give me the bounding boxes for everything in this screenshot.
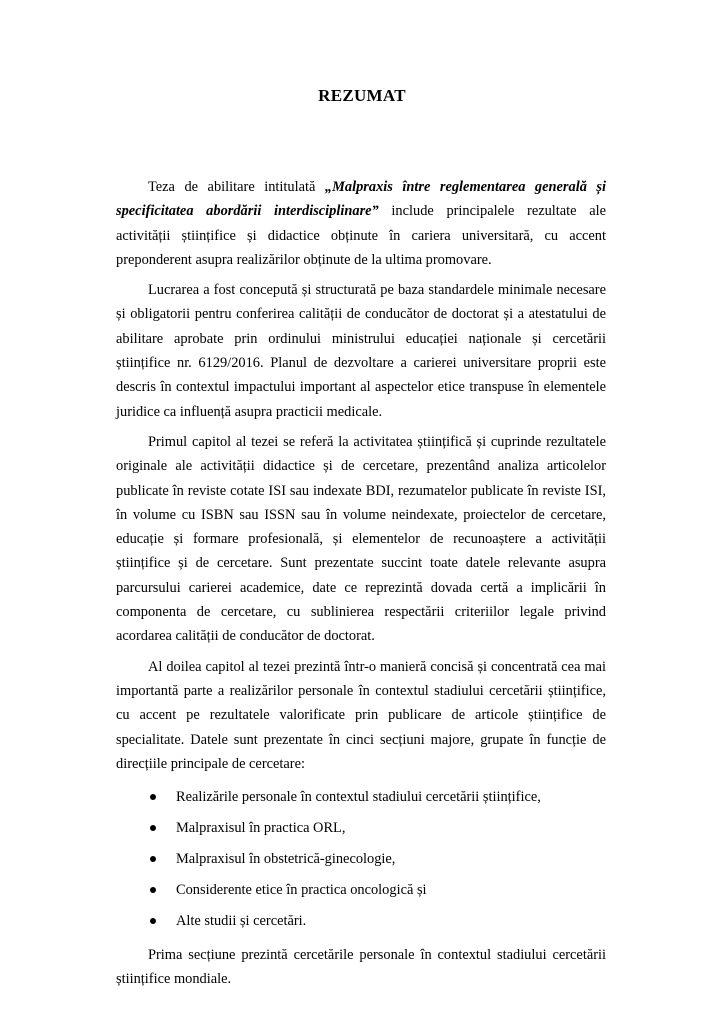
intro-post: include principalele rezultate ale activității științifice și didactice obținute în cariera universitară, cu accent preponderent asupra realizărilor obținute de la ultima promovare. xyxy=(116,203,606,268)
paragraph-structure: Lucrarea a fost concepută și structurată pe baza standardele minimale necesare și obligatorii pentru conferirea calității de conducător de doctorat și a atestatului de abilitare aprobate prin ordinului ministrului educației naționale și cercetării științifice nr. 6129/2016. Planul de dezvoltare a carierei universitare proprii este descris în contextul impactului important al aspectelor etice transpuse în elementele juridice ca influență asupra practicii medicale. xyxy=(116,282,606,420)
list-item xyxy=(116,844,606,875)
document-body xyxy=(116,175,606,998)
list-item-text: Alte studii și cercetări. xyxy=(176,913,307,930)
bullet-icon xyxy=(150,918,156,924)
list-item xyxy=(116,782,606,813)
paragraph-intro xyxy=(116,175,606,272)
bullet-icon xyxy=(150,825,156,831)
list-item-text: Considerente etice în practica oncologică și xyxy=(176,882,427,899)
page-title: REZUMAT xyxy=(318,86,406,105)
list-item xyxy=(116,906,606,937)
paragraph-chapter-one: Primul capitol al tezei se referă la activitatea științifică și cuprinde rezultatele originale ale activității didactice și de cercetare, prezentând analiza articolelor publicate în reviste cotate ISI sau indexate BDI, rezumatelor publicate în reviste ISI, în volume cu ISBN sau ISSN sau în volume neindexate, proiectelor de cercetare, educație și formare profesională, și elementelor de recunoaștere a activității științifice și de cercetare. Sunt prezentate succint toate datele relevante asupra parcursului carierei academice, date ce reprezintă dovada certă a implicării în componenta de cercetare, cu sublinierea respectării criteriilor legale privind acordarea calității de conducător de doctorat. xyxy=(116,433,606,645)
list-item-text: Malpraxisul în obstetrică-ginecologie, xyxy=(176,851,396,868)
list-item xyxy=(116,813,606,844)
paragraph-closing: Prima secțiune prezintă cercetările personale în contextul stadiului cercetării științifice mondiale. xyxy=(116,947,606,988)
list-item-text: Malpraxisul în practica ORL, xyxy=(176,820,346,837)
paragraph-chapter-two: Al doilea capitol al tezei prezintă într-o manieră concisă și concentrată cea mai importantă parte a realizărilor personale în contextul stadiului cercetării științifice, cu accent pe rezultatele valorificate prin publicare de articole științifice de specialitate. Datele sunt prezentate în cinci secțiuni majore, grupate în funcție de direcțiile principale de cercetare: xyxy=(116,658,606,772)
section-list xyxy=(116,782,606,937)
thesis-title: „Malpraxis între reglementarea generală și specificitatea abordării interdisciplinare” xyxy=(116,179,606,220)
list-item xyxy=(116,875,606,906)
bullet-icon xyxy=(150,887,156,893)
bullet-icon xyxy=(150,856,156,862)
intro-pre: Teza de abilitare intitulată xyxy=(148,179,325,195)
list-item-text: Realizările personale în contextul stadiului cercetării științifice, xyxy=(176,789,541,806)
bullet-icon xyxy=(150,794,156,800)
